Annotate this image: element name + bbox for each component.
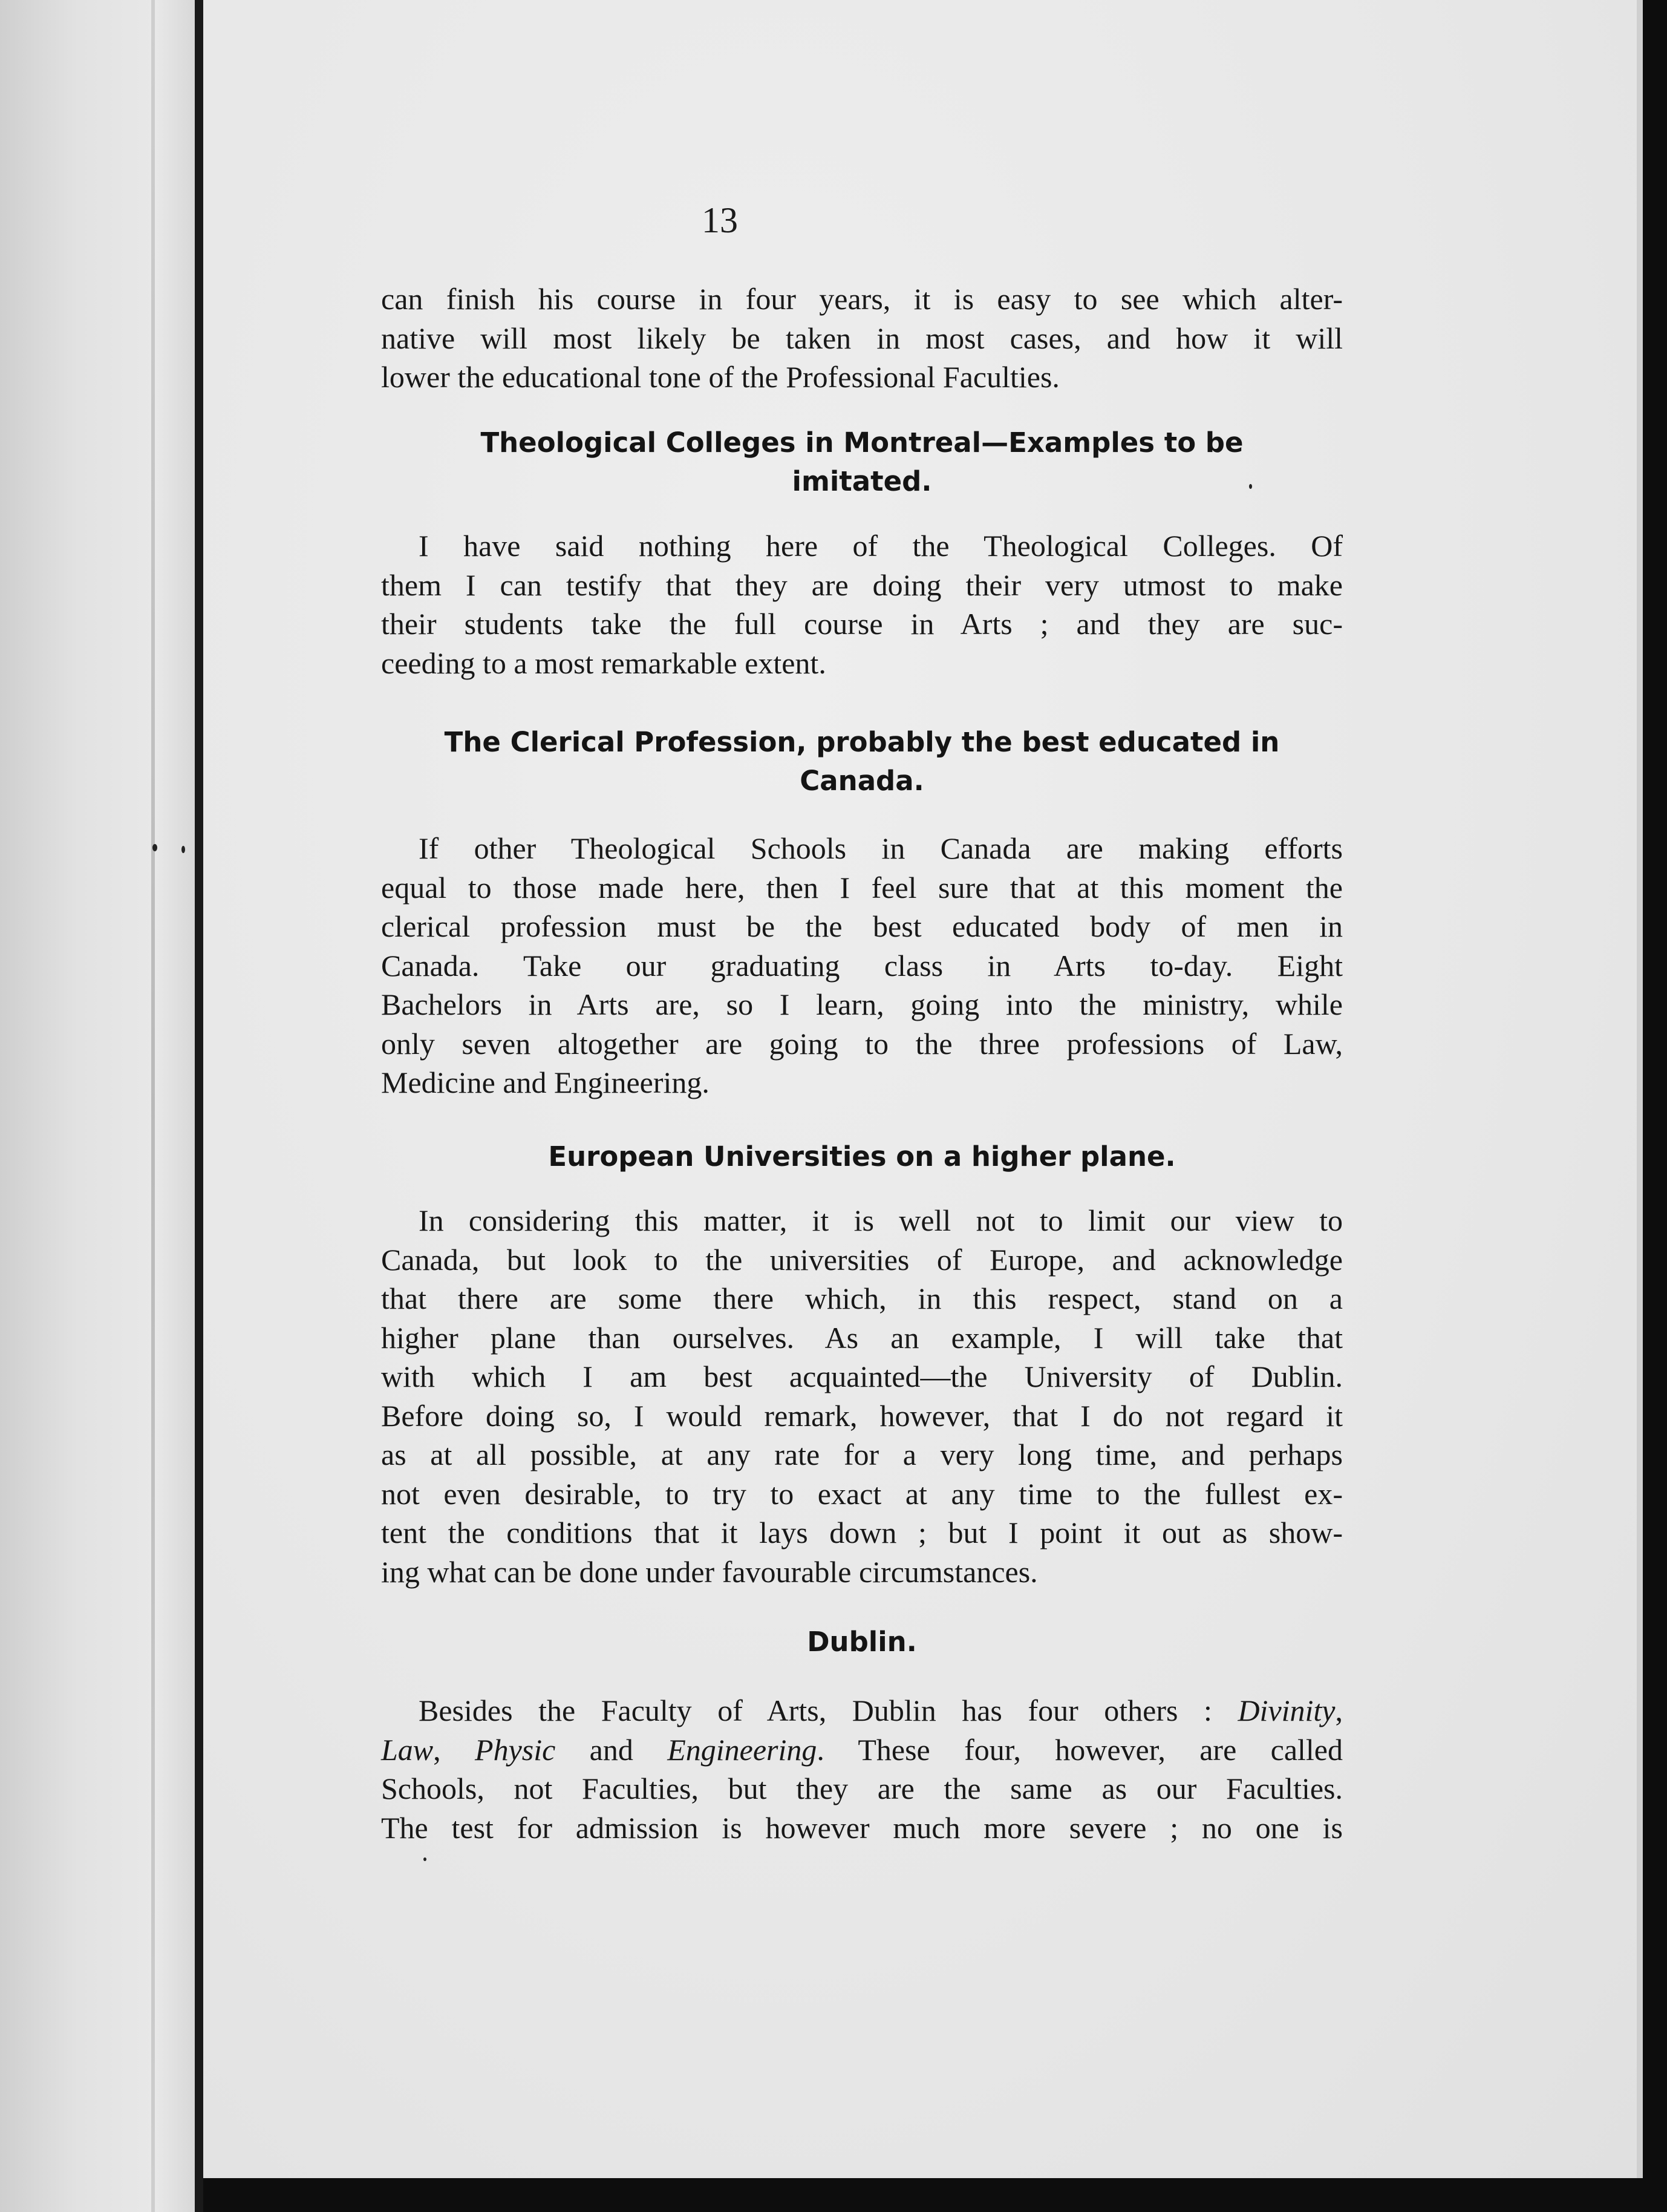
text-line [381, 1730, 1343, 1770]
section-heading-theological-colleges [381, 424, 1343, 501]
text-line: equal to those made here, then I feel sure that at this moment the [381, 870, 1343, 905]
text-line: The test for admission is however much more severe ; no one is [381, 1810, 1343, 1845]
text-line: them I can testify that they are doing their very utmost to make [381, 568, 1343, 602]
text-span: . These four, however, are called [817, 1732, 1343, 1767]
italic-term-divinity: Divinity [1238, 1693, 1336, 1727]
text-line: higher plane than ourselves. As an example, I will take that [381, 1320, 1343, 1355]
text-line [381, 1691, 1343, 1730]
text-line: not even desirable, to try to exact at any time to the fullest ex- [381, 1476, 1343, 1511]
text-span: , [433, 1732, 475, 1767]
text-line: I have said nothing here of the Theological Colleges. Of [419, 529, 1343, 563]
section-heading-dublin [381, 1623, 1343, 1661]
text-line: ceeding to a most remarkable extent. [381, 646, 826, 680]
scan-speck [152, 844, 157, 851]
text-line: that there are some there which, in this respect, stand on a [381, 1281, 1343, 1315]
text-span: , [1335, 1693, 1343, 1727]
italic-term-law: Law [381, 1732, 434, 1767]
text-line: Bachelors in Arts are, so I learn, going into the ministry, while [381, 987, 1343, 1021]
text-line: Schools, not Faculties, but they are the same as our Faculties. [381, 1772, 1343, 1805]
text-line: tent the conditions that it lays down ; but I point it out as show- [381, 1516, 1343, 1549]
intro-paragraph [381, 280, 1343, 397]
paragraph-theological-colleges [381, 526, 1343, 682]
book-gutter [195, 0, 203, 2212]
text-line: In considering this matter, it is well not to limit our view to [419, 1203, 1343, 1237]
text-line: If other Theological Schools in Canada are making efforts [419, 831, 1343, 865]
paragraph-european-universities [381, 1201, 1343, 1591]
section-heading-european-universities [381, 1137, 1343, 1176]
text-line: can finish his course in four years, it is easy to see which alter- [381, 282, 1343, 316]
scan-speck [1249, 484, 1252, 489]
heading-line: Dublin. [807, 1626, 917, 1658]
page-number: 13 [702, 200, 738, 240]
section-heading-clerical-profession [381, 723, 1343, 800]
text-line: clerical profession must be the best educated body of men in [381, 909, 1343, 943]
heading-line: The Clerical Profession, probably the best educated in [444, 726, 1280, 758]
scan-speck [423, 1857, 426, 1861]
text-line: ing what can be done under favourable circumstances. [381, 1554, 1038, 1589]
heading-line: Canada. [800, 765, 924, 797]
text-line: Before doing so, I would remark, however, that I do not regard it [381, 1398, 1343, 1433]
paragraph-dublin [381, 1691, 1343, 1847]
text-line: lower the educational tone of the Professional Faculties. [381, 360, 1060, 394]
scan-speck [181, 846, 185, 853]
heading-line: European Universities on a higher plane. [548, 1140, 1176, 1173]
heading-line: imitated. [792, 465, 932, 497]
text-line: their students take the full course in Arts ; and they are suc- [381, 607, 1343, 641]
italic-term-physic: Physic [475, 1732, 556, 1767]
facing-page-edge [0, 0, 195, 2212]
facing-page-fold [151, 0, 155, 2212]
italic-term-engineering: Engineering [667, 1732, 817, 1767]
text-line: Canada, but look to the universities of Europe, and acknowledge [381, 1242, 1343, 1277]
text-span: Besides the Faculty of Arts, Dublin has four others : [419, 1693, 1238, 1727]
text-line: as at all possible, at any rate for a very long time, and perhaps [381, 1438, 1343, 1471]
paragraph-clerical-profession [381, 829, 1343, 1102]
text-span: and [555, 1732, 668, 1767]
text-line: Medicine and Engineering. [381, 1065, 710, 1099]
text-line: Canada. Take our graduating class in Arts to-day. Eight [381, 948, 1343, 983]
page-right-edge [1637, 0, 1643, 2178]
text-line: with which I am best acquainted—the University of Dublin. [381, 1360, 1343, 1393]
heading-line: Theological Colleges in Montreal—Examples to be [480, 427, 1244, 459]
text-line: only seven altogether are going to the three professions of Law, [381, 1026, 1343, 1061]
text-line: native will most likely be taken in most cases, and how it will [381, 321, 1343, 355]
